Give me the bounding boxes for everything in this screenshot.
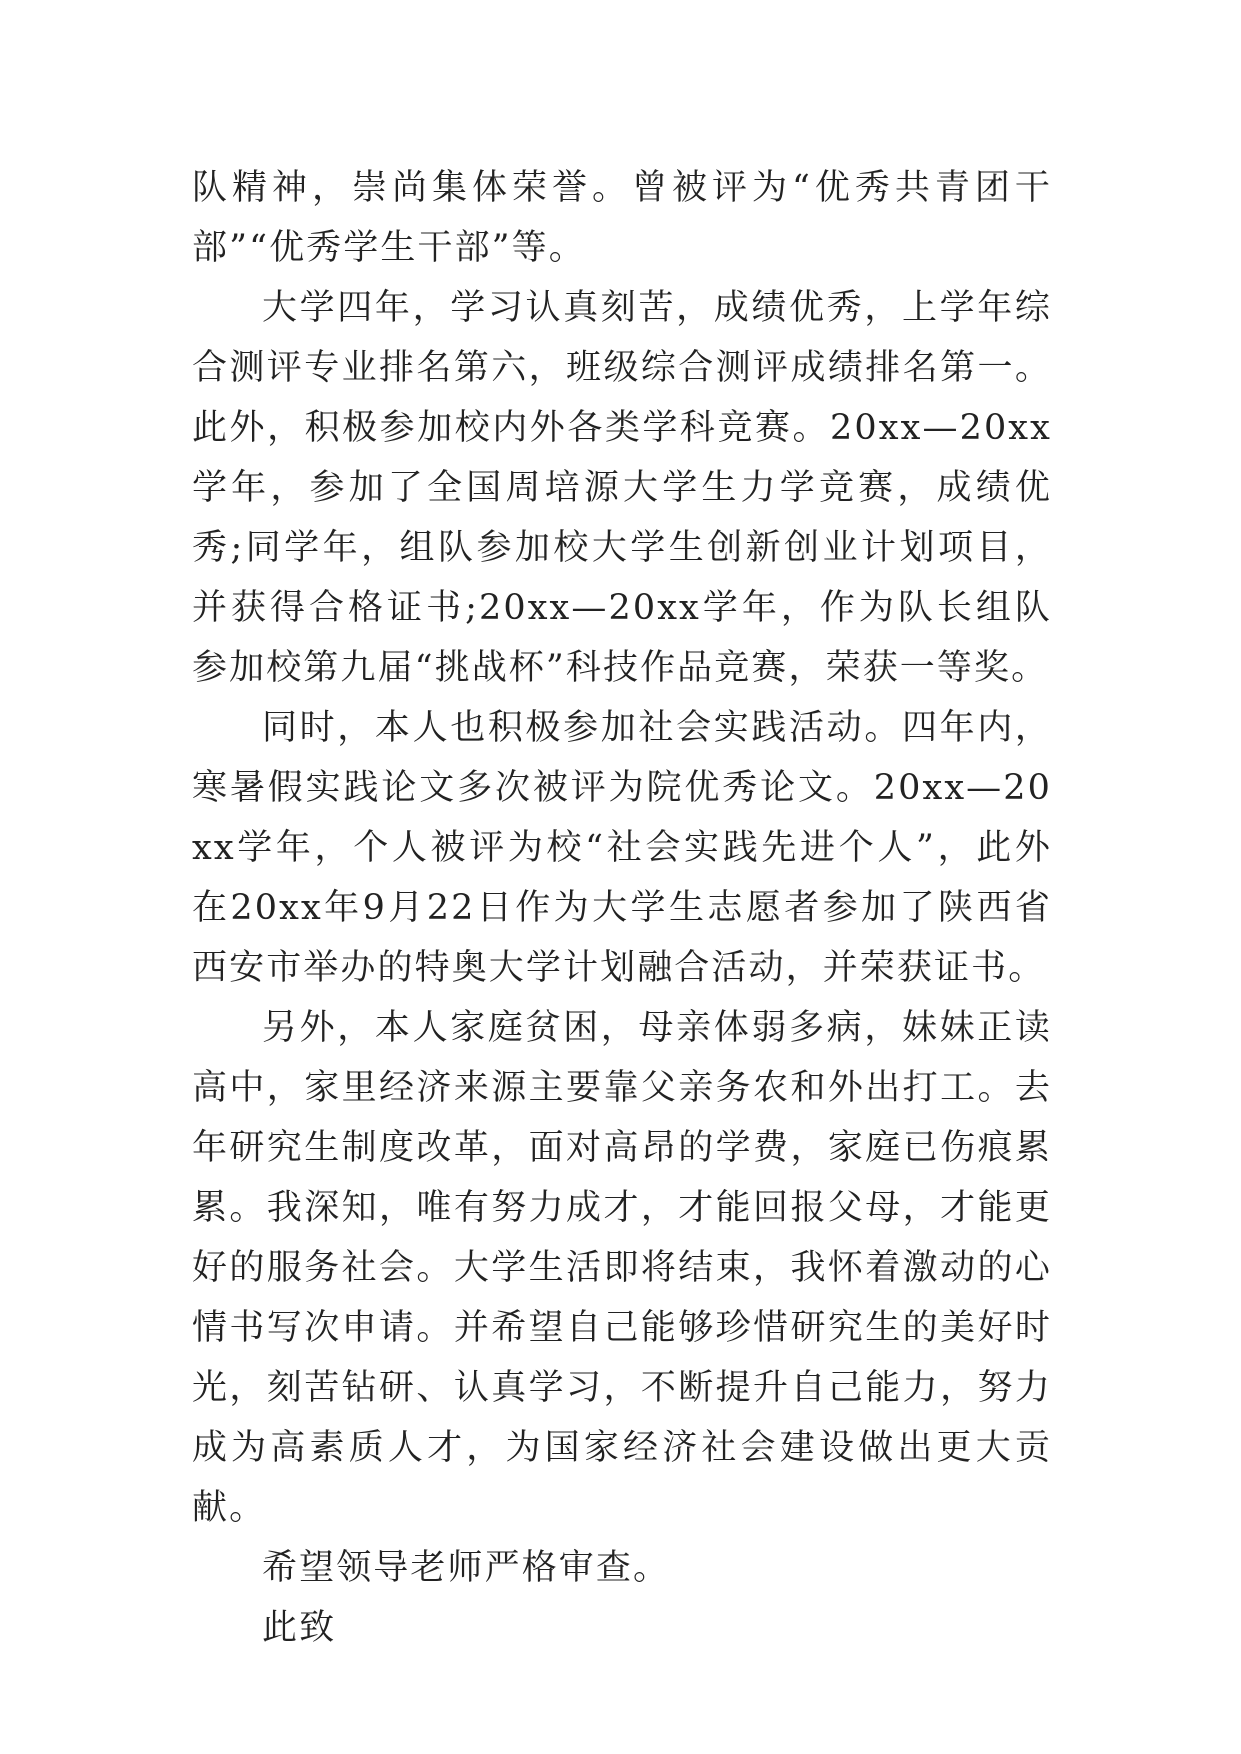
paragraph-salutation: 此致 xyxy=(262,1608,337,1648)
paragraph-family: 另外，本人家庭贫困，母亲体弱多病，妹妹正读高中，家里经济来源主要靠父亲务农和外出打工。去年研究生制度改革，面对高昂的学费，家庭已伤痕累累。我深知，唯有努力成才，才能回报父母，才能更好的服务社会。大学生活即将结束，我怀着激动的心情书写次申请。并希望自己能够珍惜研究生的美好时光，刻苦钻研、认真学习，不断提升自己能力，努力成为高素质人才，为国家经济社会建设做出更大贡献。 xyxy=(192,1008,1052,1528)
paragraph-social-practice: 同时，本人也积极参加社会实践活动。四年内，寒暑假实践论文多次被评为院优秀论文。20xx—20xx学年，个人被评为校“社会实践先进个人”，此外在20xx年9月22日作为大学生志愿者参加了陕西省西安市举办的特奥大学计划融合活动，并荣获证书。 xyxy=(192,708,1052,988)
paragraph-request: 希望领导老师严格审查。 xyxy=(262,1548,671,1588)
document-body xyxy=(192,158,1052,1658)
paragraph-academic: 大学四年，学习认真刻苦，成绩优秀，上学年综合测评专业排名第六，班级综合测评成绩排名第一。此外，积极参加校内外各类学科竞赛。20xx—20xx学年，参加了全国周培源大学生力学竞赛，成绩优秀;同学年，组队参加校大学生创新创业计划项目，并获得合格证书;20xx—20xx学年，作为队长组队参加校第九届“挑战杯”科技作品竞赛，荣获一等奖。 xyxy=(192,288,1052,688)
paragraph-continuation: 队精神，崇尚集体荣誉。曾被评为“优秀共青团干部”“优秀学生干部”等。 xyxy=(192,168,1052,268)
